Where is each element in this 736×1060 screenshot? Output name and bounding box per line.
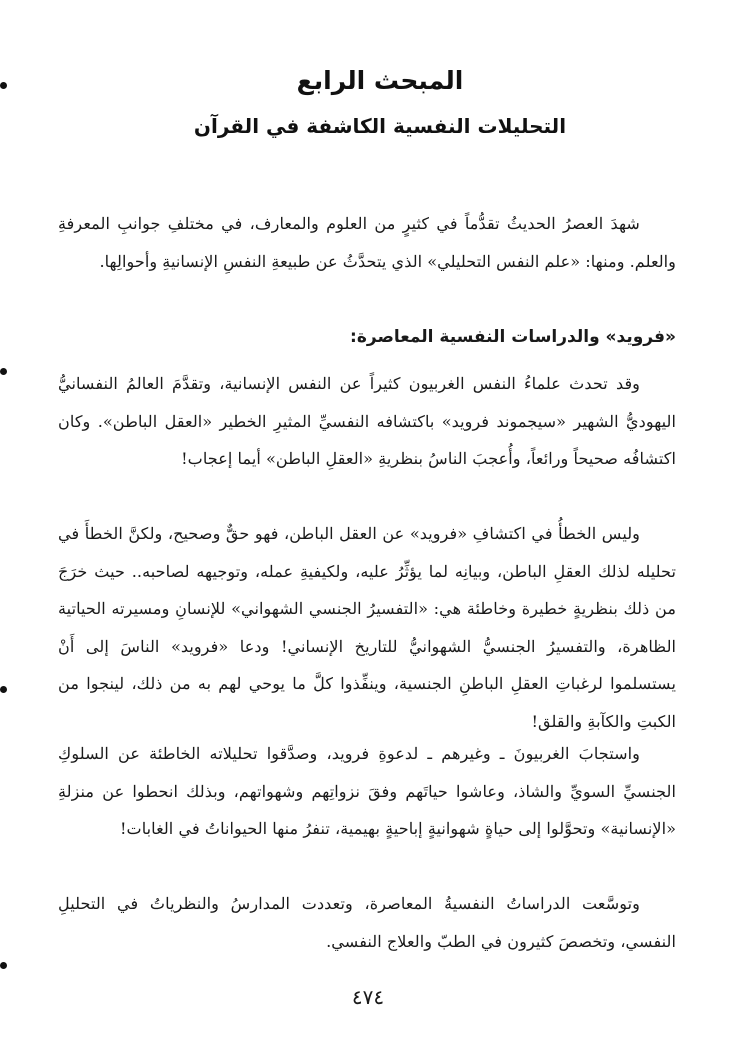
paragraph-intro <box>58 205 676 280</box>
section-title: «فرويد» والدراسات النفسية المعاصرة: <box>350 327 676 347</box>
chapter-title: المبحث الرابع <box>296 66 464 95</box>
scan-margin-mark <box>0 82 7 89</box>
chapter-subtitle: التحليلات النفسية الكاشفة في القرآن <box>193 114 567 138</box>
paragraph-text: وقد تحدث علماءُ النفس الغربيون كثيراً عن النفس الإنسانية، وتقدَّمَ العالمُ النفسانيُّ اليهوديُّ الشهير «سيجموند فرويد» باكتشافه النفسيِّ المثيرِ الخطير «العقل الباطن». وكان اكتشافُه صحيحاً ورائعاً، وأُعجبَ الناسُ بنظريةِ «العقلِ الباطن» أيما إعجاب! <box>58 374 676 468</box>
paragraph-freud <box>58 365 676 478</box>
scan-margin-mark <box>0 962 7 969</box>
paragraph-text: وليس الخطأُ في اكتشافِ «فرويد» عن العقل الباطن، فهو حقٌّ وصحيح، ولكنَّ الخطأَ في تحليله لذلك العقلِ الباطن، وبيانِه لما يؤثِّرُ عليه، ولكيفيةِ عمله، وتوجيهه لصاحبه.. حيث خرَجَ من ذلك بنظريةٍ خطيرة وخاطئة هي: «التفسيرُ الجنسي الشهواني» للإنسانِ ومسيرته الحياتية الظاهرة، والتفسيرُ الجنسيُّ الشهوانيُّ للتاريخ الإنساني! ودعا «فرويد» الناسَ إلى أَنْ يستسلموا لرغباتِ العقلِ الباطنِ الجنسية، وينفِّذوا كلَّ ما يوحي لهم به من ذلك، لينجوا من الكبتِ والكآبةِ والقلق! <box>58 524 676 731</box>
scan-margin-mark <box>0 368 7 375</box>
paragraph-error <box>58 515 676 740</box>
paragraph-text: شهدَ العصرُ الحديثُ تقدُّماً في كثيرٍ من العلوم والمعارف، في مختلفِ جوانبِ المعرفةِ والعلم. ومنها: «علم النفس التحليلي» الذي يتحدَّثُ عن طبيعةِ النفسِ الإنسانيةِ وأحوالِها. <box>58 214 676 271</box>
paragraph-text: واستجابَ الغربيونَ ـ وغيرهم ـ لدعوةِ فرويد، وصدَّقوا تحليلاته الخاطئة عن السلوكِ الجنسيِّ السويِّ والشاذ، وعاشوا حياتَهم وفقَ نزواتِهم وشهواتهم، وبذلك انحطوا عن منزلةِ «الإنسانية» وتحوَّلوا إلى حياةٍ شهوانيةٍ إباحيةٍ بهيمية، تنفرُ منها الحيواناتُ في الغابات! <box>58 744 676 838</box>
paragraph-response <box>58 735 676 848</box>
scan-margin-mark <box>0 686 7 693</box>
paragraph-expansion <box>58 885 676 960</box>
page-number: ٤٧٤ <box>351 985 385 1009</box>
paragraph-text: وتوسَّعت الدراساتُ النفسيةُ المعاصرة، وتعددت المدارسُ والنظرياتُ في التحليلِ النفسي، وتخصصَ كثيرون في الطبّ والعلاج النفسي. <box>58 894 676 951</box>
